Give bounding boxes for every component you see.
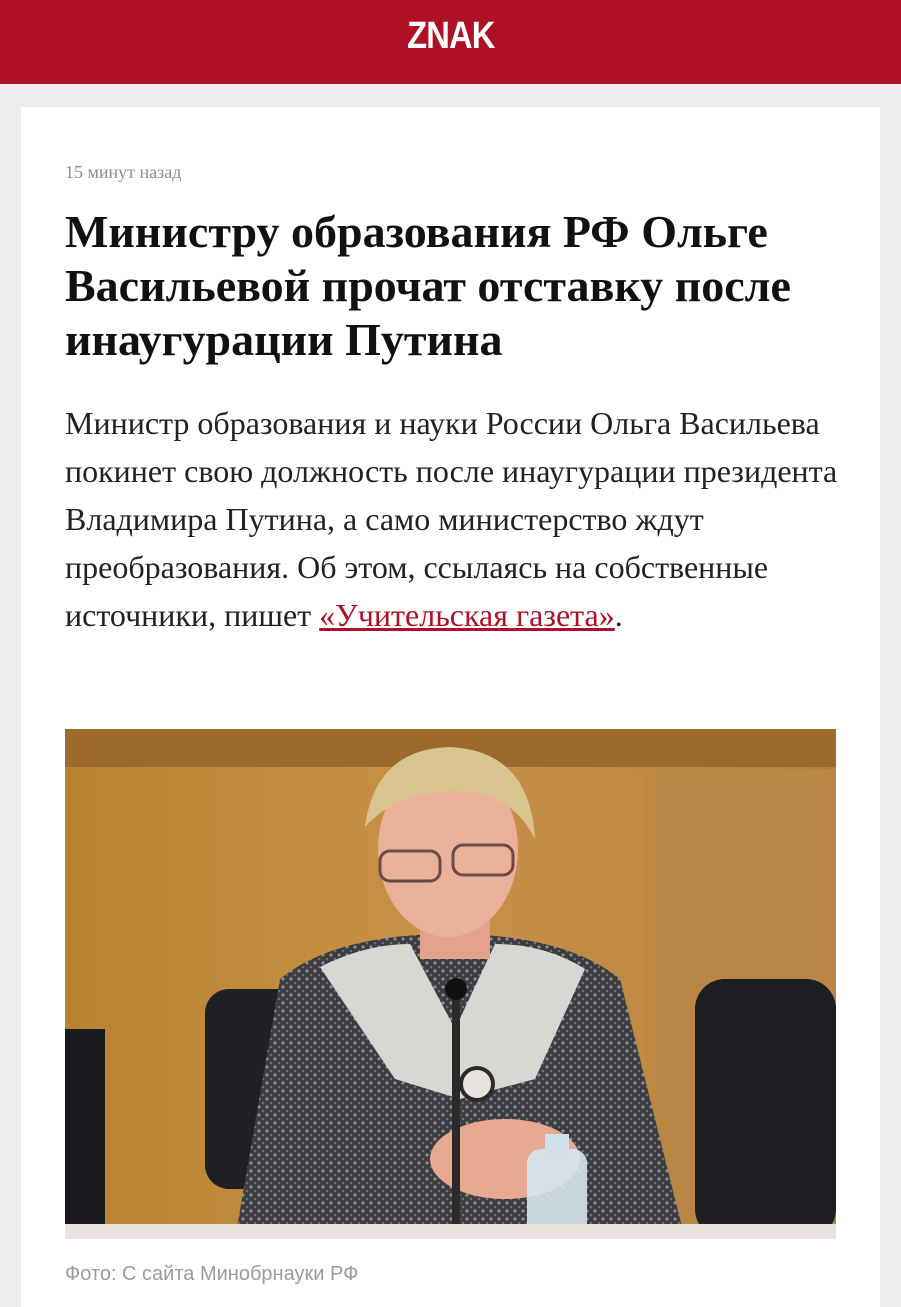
lead-period: . bbox=[614, 597, 623, 633]
lead-text: Министр образования и науки России Ольга Васильева покинет свою должность после инаугурации президента Владимира Путина, а само министерство ждут преобразования. Об этом, ссылаясь на собственные источники, пишет bbox=[65, 405, 838, 633]
article-card bbox=[21, 107, 880, 1307]
article-title: Министру образования РФ Ольге Васильевой прочат отставку после инаугурации Путина bbox=[65, 206, 791, 365]
site-logo[interactable]: ZNAK bbox=[406, 14, 495, 57]
article-photo bbox=[65, 729, 836, 1239]
photo-caption: Фото: С сайта Минобрнауки РФ bbox=[65, 1263, 359, 1285]
publish-time: 15 минут назад bbox=[65, 162, 182, 182]
source-link[interactable]: «Учительская газета» bbox=[319, 597, 615, 633]
top-bar bbox=[0, 0, 901, 84]
minister-photo bbox=[65, 729, 836, 1239]
article-lead bbox=[65, 399, 845, 639]
